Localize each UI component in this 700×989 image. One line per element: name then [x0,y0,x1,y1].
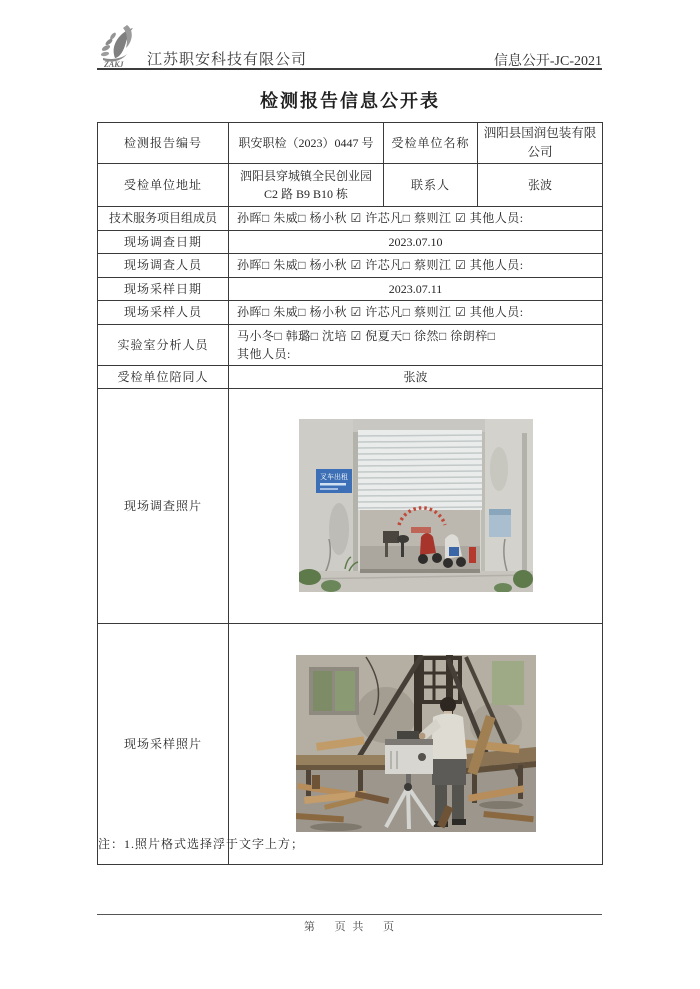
lab-staff-line2: 其他人员: [237,346,291,361]
logo-text: ZAKJ [104,60,124,69]
forklift-sign-text: 叉车出租 [319,473,348,481]
table-row [98,388,603,623]
survey-staff-members: 孙晖□ 朱威□ 杨小秋 ☑ 许芯凡□ 蔡则江 ☑ 其他人员: [229,253,603,277]
table-row [98,365,603,388]
unit-name-value: 泗阳县国润包装有限公司 [478,123,603,164]
page-number: 第 页 共 页 [303,921,397,933]
report-no-label: 检测报告编号 [98,123,229,164]
sampling-photo-cell [229,623,603,864]
survey-photo-label: 现场调查照片 [98,388,229,623]
doc-code-label: 信息公开-JC-2021 [493,54,602,69]
survey-photo-cell [229,388,603,623]
footer-divider [97,914,602,915]
survey-date-value: 2023.07.10 [229,230,603,253]
table-row [98,253,603,277]
escort-label: 受检单位陪同人 [98,365,229,388]
escort-value: 张波 [229,365,603,388]
sampling-staff-label: 现场采样人员 [98,300,229,324]
address-value: 泗阳县穿城镇全民创业园 C2 路 B9 B10 栋 [229,163,384,206]
sampling-date-label: 现场采样日期 [98,277,229,300]
page-header [97,22,602,70]
address-label: 受检单位地址 [98,163,229,206]
sampling-photo-label: 现场采样照片 [98,623,229,864]
contact-label: 联系人 [384,163,478,206]
site-sampling-photo [296,655,536,832]
survey-staff-label: 现场调查人员 [98,253,229,277]
page-title: 检测报告信息公开表 [260,91,440,111]
table-row [98,123,603,164]
table-row [98,230,603,253]
unit-name-label: 受检单位名称 [384,123,478,164]
table-row [98,324,603,365]
sampling-date-value: 2023.07.11 [229,277,603,300]
survey-date-label: 现场调查日期 [98,230,229,253]
team-members: 孙晖□ 朱威□ 杨小秋 ☑ 许芯凡□ 蔡则江 ☑ 其他人员: [229,206,603,230]
site-survey-photo [299,419,533,592]
table-row [98,206,603,230]
table-row [98,277,603,300]
lab-staff-members [229,324,603,365]
table-row [98,300,603,324]
disclosure-table [97,122,603,865]
lab-staff-line1: 马小冬□ 韩璐□ 沈培 ☑ 倪夏天□ 徐然□ 徐朗梓□ [237,328,496,343]
contact-value: 张波 [478,163,603,206]
company-name: 江苏职安科技有限公司 [147,52,308,68]
header-divider [97,68,602,70]
table-row [98,623,603,864]
sampling-staff-members: 孙晖□ 朱威□ 杨小秋 ☑ 许芯凡□ 蔡则江 ☑ 其他人员: [229,300,603,324]
photo-note: 注：1.照片格式选择浮于文字上方； [98,837,305,851]
lab-staff-label: 实验室分析人员 [98,324,229,365]
table-row [98,163,603,206]
report-no-value: 职安职检（2023）0447 号 [229,123,384,164]
company-logo-icon [97,24,143,70]
team-label: 技术服务项目组成员 [98,206,229,230]
